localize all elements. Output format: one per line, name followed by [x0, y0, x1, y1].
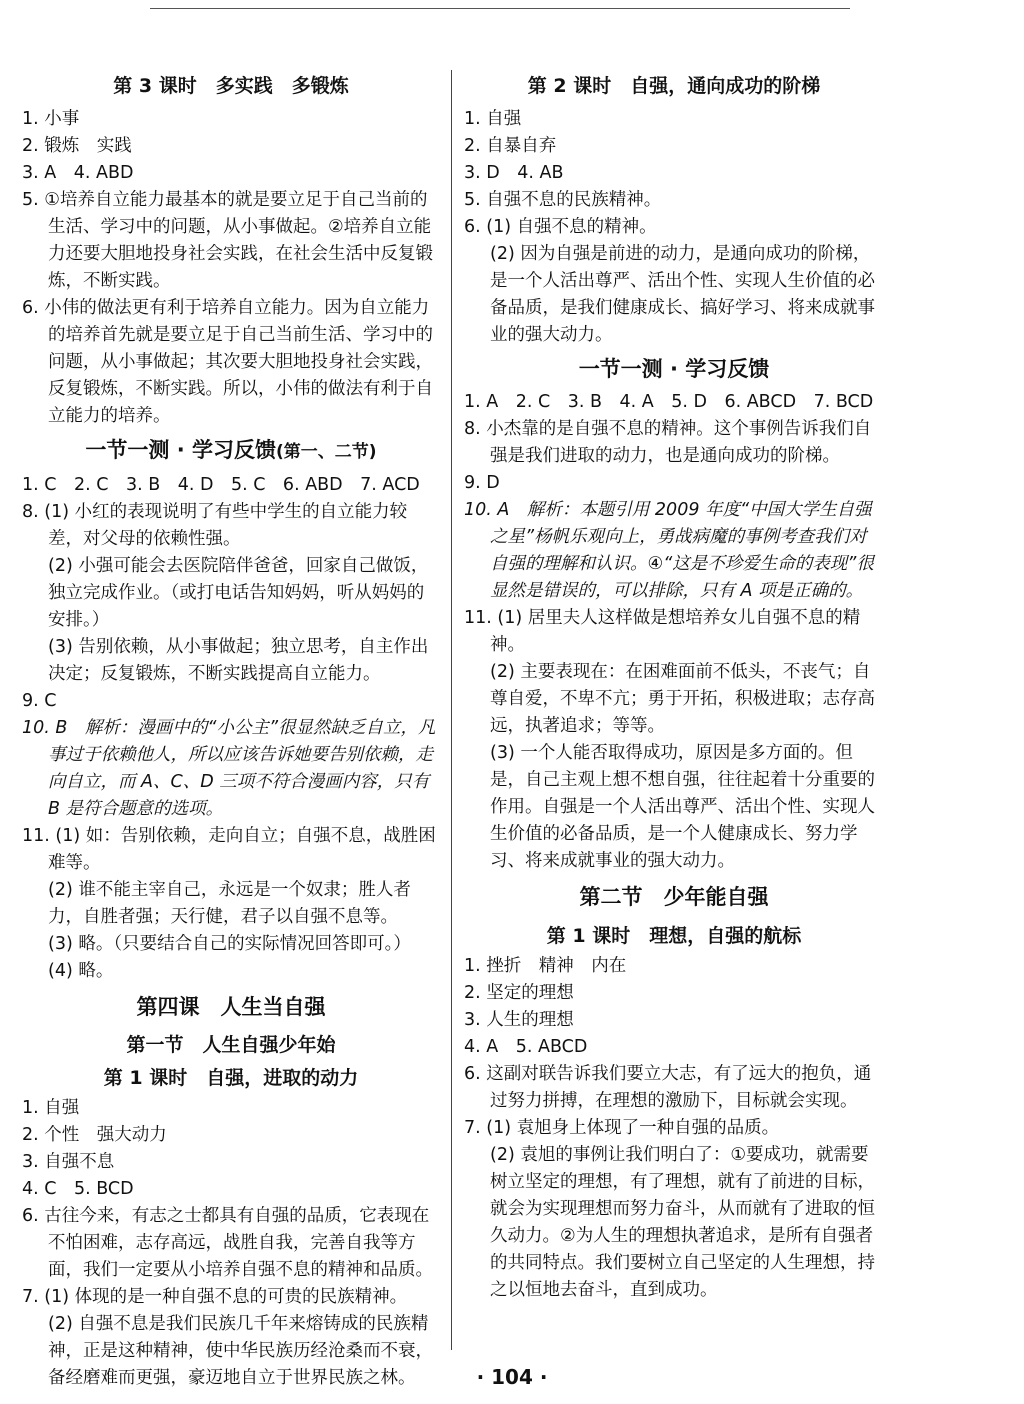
answer-item: 10. A 解析：本题引用 2009 年度“中国大学生自强之星”杨帆乐观向上，勇战病魔的事例考查我们对自强的理解和认识。④“这是不珍爱生命的表现”很显然是错误的，可以排除，只有 A 项是正确的。 [464, 500, 874, 601]
test-heading-sub: (第一、二节) [276, 442, 377, 462]
section-heading: 第一节 人生自强少年始 [126, 1034, 336, 1056]
answer-item: 5. ①培养自立能力最基本的就是要立足于自己当前的生活、学习中的问题，从小事做起。②培养自立能力还要大胆地投身社会实践，在社会生活中反复锻炼，不断实践。 [22, 190, 433, 291]
answer-item: 1. 小事 [22, 109, 80, 129]
lesson-heading: 第四课 人生当自强 [136, 995, 326, 1019]
answer-item: 8. (1) 小红的表现说明了有些中学生的自立能力较差，对父母的依赖性强。 [22, 502, 408, 549]
answer-item: 2. 个性 强大动力 [22, 1125, 167, 1145]
answer-item: 6. (1) 自强不息的精神。 [464, 217, 657, 237]
section-heading: 第 1 课时 理想，自强的航标 [546, 925, 802, 947]
answer-item: 2. 锻炼 实践 [22, 136, 132, 156]
answer-item: 3. 自强不息 [22, 1152, 115, 1172]
answer-item: 4. C 5. BCD [22, 1179, 134, 1199]
answer-item: 11. (1) 如：告别依赖，走向自立；自强不息，战胜困难等。 [22, 826, 436, 873]
answer-item: 7. (1) 体现的是一种自强不息的可贵的民族精神。 [22, 1287, 408, 1307]
answer-item: 6. 小伟的做法更有利于培养自立能力。因为自立能力的培养首先就是要立足于自己当前生活、学习中的问题，从小事做起；其次要大胆地投身社会实践，反复锻炼，不断实践。所以，小伟的做法有利于自立能力的培养。 [22, 298, 433, 426]
answer-subitem: (2) 主要表现在：在困难面前不低头，不丧气；自尊自爱，不卑不亢；勇于开拓，积极进取；志存高远，执著追求；等等。 [490, 662, 875, 736]
answer-item: 6. 古往今来，有志之士都具有自强的品质，它表现在不怕困难，志存高远，战胜自我，完善自我等方面，我们一定要从小培养自强不息的精神和品质。 [22, 1206, 433, 1280]
test-heading: 一节一测 · 学习反馈 [578, 357, 770, 381]
answer-item: 3. A 4. ABD [22, 163, 134, 183]
section-heading: 第 2 课时 自强，通向成功的阶梯 [527, 75, 821, 97]
answer-item: 2. 自暴自弃 [464, 136, 557, 156]
answer-subitem: (4) 略。 [48, 961, 114, 981]
answer-item: 1. C 2. C 3. B 4. D 5. C 6. ABD 7. ACD [22, 475, 420, 495]
answer-item: 10. B 解析：漫画中的“小公主”很显然缺乏自立，凡事过于依赖他人，所以应该告诉她要告别依赖，走向自立，而 A、C、D 三项不符合漫画内容，只有 B 是符合题意的选项。 [22, 718, 436, 819]
answer-item: 7. (1) 袁旭身上体现了一种自强的品质。 [464, 1118, 780, 1138]
test-heading-title: 一节一测 · 学习反馈 [85, 438, 277, 462]
answer-item: 9. C [22, 691, 57, 711]
answer-item: 1. A 2. C 3. B 4. A 5. D 6. ABCD 7. BCD [464, 392, 874, 412]
page-number: · 104 · [476, 1365, 548, 1389]
answer-subitem: (2) 袁旭的事例让我们明白了：①要成功，就需要树立坚定的理想，有了理想，就有了前进的目标，就会为实现理想而努力奋斗，从而就有了进取的恒久动力。②为人生的理想执著追求，是所有自强者的共同特点。我们要树立自己坚定的人生理想，持之以恒地去奋斗，直到成功。 [490, 1145, 875, 1300]
answer-item: 5. 自强不息的民族精神。 [464, 190, 662, 210]
section-heading: 第二节 少年能自强 [579, 885, 769, 909]
answer-subitem: (3) 略。（只要结合自己的实际情况回答即可。） [48, 934, 411, 954]
answer-item: 1. 自强 [464, 109, 522, 129]
test-heading [22, 430, 440, 472]
answer-subitem: (3) 告别依赖，从小事做起；独立思考，自主作出决定；反复锻炼，不断实践提高自立能力。 [48, 637, 429, 684]
answer-item: 6. 这副对联告诉我们要立大志，有了远大的抱负，通过努力拼搏，在理想的激励下，目标就会实现。 [464, 1064, 872, 1111]
section-heading: 第 3 课时 多实践 多锻炼 [113, 75, 349, 97]
answer-subitem: (2) 自强不息是我们民族几千年来熔铸成的民族精神，正是这种精神，使中华民族历经沧桑而不衰，备经磨难而更强，豪迈地自立于世界民族之林。 [48, 1314, 433, 1388]
answer-subitem: (2) 小强可能会去医院陪伴爸爸，回家自己做饭，独立完成作业。（或打电话告知妈妈，听从妈妈的安排。） [48, 556, 429, 630]
answer-item: 9. D [464, 473, 500, 493]
column-divider [451, 70, 452, 1350]
top-rule [150, 8, 850, 9]
answer-item: 2. 坚定的理想 [464, 983, 574, 1003]
answer-item: 8. 小杰靠的是自强不息的精神。这个事例告诉我们自强是我们进取的动力，也是通向成功的阶梯。 [464, 419, 872, 466]
answer-item: 11. (1) 居里夫人这样做是想培养女儿自强不息的精神。 [464, 608, 861, 655]
answer-item: 1. 挫折 精神 内在 [464, 956, 627, 976]
answer-subitem: (2) 因为自强是前进的动力，是通向成功的阶梯，是一个人活出尊严、活出个性、实现人生价值的必备品质，是我们健康成长、搞好学习、将来成就事业的强大动力。 [490, 244, 875, 345]
answer-item: 3. D 4. AB [464, 163, 564, 183]
answer-subitem: (2) 谁不能主宰自己，永远是一个奴隶；胜人者力，自胜者强；天行健，君子以自强不息等。 [48, 880, 411, 927]
answer-item: 3. 人生的理想 [464, 1010, 574, 1030]
answer-item: 4. A 5. ABCD [464, 1037, 588, 1057]
section-heading: 第 1 课时 自强，进取的动力 [103, 1067, 359, 1089]
answer-subitem: (3) 一个人能否取得成功，原因是多方面的。但是，自己主观上想不想自强，往往起着十分重要的作用。自强是一个人活出尊严、活出个性、实现人生价值的必备品质，是一个人健康成长、努力学习、将来成就事业的强大动力。 [490, 743, 875, 871]
left-column [22, 66, 440, 1392]
right-column [464, 66, 884, 1304]
answer-item: 1. 自强 [22, 1098, 80, 1118]
